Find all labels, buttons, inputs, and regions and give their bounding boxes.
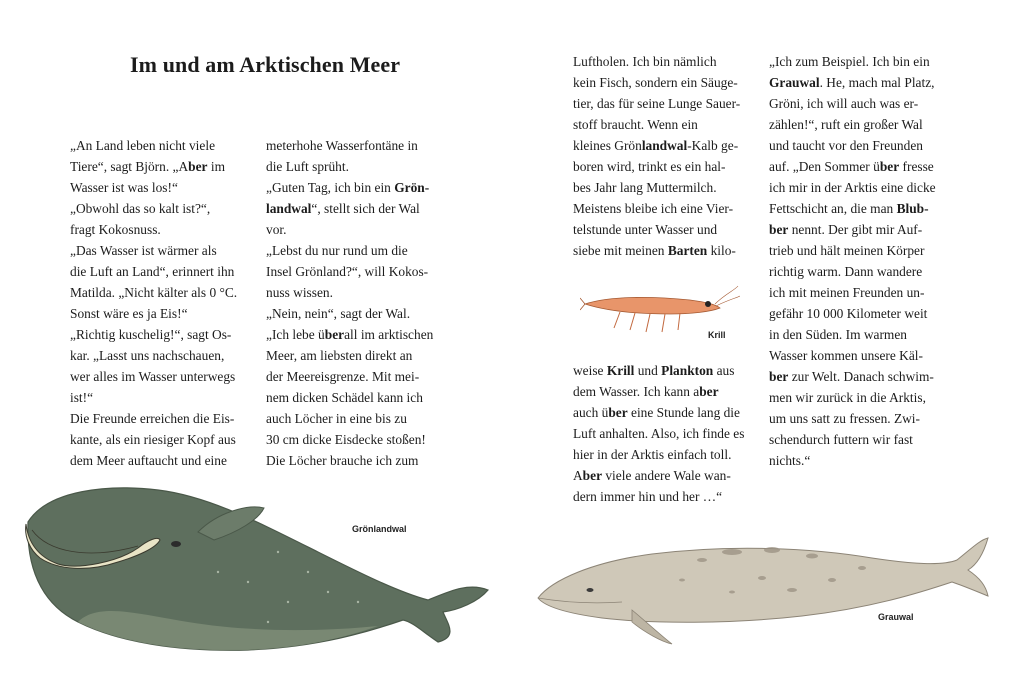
text-line: Luft anhalten. Also, ich finde es [573, 426, 745, 441]
text-line: Meer, am liebsten direkt an [266, 348, 413, 363]
text-line: kein Fisch, sondern ein Säuge- [573, 75, 738, 90]
bold-term: Plankton [661, 363, 714, 378]
text-line: „Ich zum Beispiel. Ich bin ein [769, 54, 930, 69]
text-line: zählen!“, ruft ein großer Wal [769, 117, 923, 132]
text-line: stoff braucht. Wenn ein [573, 117, 698, 132]
text-line: 30 cm dicke Eisdecke stoßen! [266, 432, 426, 447]
text-line: Matilda. „Nicht kälter als 0 °C. [70, 285, 238, 300]
text-line: „Nein, nein“, sagt der Wal. [266, 306, 411, 321]
text-line: dem Wasser. Ich kann aber [573, 384, 719, 399]
text-line: „An Land leben nicht viele [70, 138, 216, 153]
text-line: um uns satt zu fressen. Zwi- [769, 411, 920, 426]
text-line: Insel Grönland?“, will Kokos- [266, 264, 429, 279]
bold-term: Barten [667, 243, 708, 258]
text-line: Tiere“, sagt Björn. „Aber im [70, 159, 225, 174]
text-line: weise Krill und Plankton aus [573, 363, 735, 378]
text-line: schendurch futtern wir fast [769, 432, 913, 447]
text-line: „Das Wasser ist wärmer als [70, 243, 217, 258]
text-line: meterhohe Wasserfontäne in [266, 138, 418, 153]
bold-term: landwal [641, 138, 688, 153]
text-line: siebe mit meinen Barten kilo- [573, 243, 736, 258]
text-line: nuss wissen. [266, 285, 333, 300]
text-line: boren wird, trinkt es ein hal- [573, 159, 726, 174]
text-line: ich mit meinen Freunden un- [769, 285, 925, 300]
bold-term: ber [769, 369, 789, 384]
krill-caption: Krill [708, 330, 726, 340]
text-column-4 [769, 51, 959, 471]
bold-term: ber [324, 327, 345, 342]
text-line: und taucht vor den Freunden [769, 138, 923, 153]
text-line: kante, als ein riesiger Kopf aus [70, 432, 236, 447]
text-line: auch Löcher in eine bis zu [266, 411, 407, 426]
bold-term: Grön- [394, 180, 430, 195]
text-line: fragt Kokosnuss. [70, 222, 161, 237]
text-line: Grauwal. He, mach mal Platz, [769, 75, 935, 90]
text-line: ber zur Welt. Danach schwim- [769, 369, 934, 384]
text-line: Wasser ist was los!“ [70, 180, 178, 195]
bold-term: ber [582, 468, 603, 483]
text-line: kleines Grönlandwal-Kalb ge- [573, 138, 739, 153]
text-line: bes Jahr lang Muttermilch. [573, 180, 717, 195]
text-column-2 [266, 135, 456, 471]
text-line: Luftholen. Ich bin nämlich [573, 54, 717, 69]
text-line: Die Löcher brauche ich zum [266, 453, 419, 468]
bold-term: ber [879, 159, 900, 174]
text-line: auch über eine Stunde lang die [573, 405, 740, 420]
bold-term: landwal [266, 201, 312, 216]
text-line: der Meereisgrenze. Mit mei- [266, 369, 420, 384]
text-line: „Richtig kuschelig!“, sagt Os- [70, 327, 232, 342]
text-line: nichts.“ [769, 453, 811, 468]
text-line: men wir zurück in die Arktis, [769, 390, 926, 405]
text-line: „Ich lebe überall im arktischen [266, 327, 434, 342]
text-line: telstunde unter Wasser und [573, 222, 718, 237]
text-line: Sonst wäre es ja Eis!“ [70, 306, 188, 321]
text-line: Die Freunde erreichen die Eis- [70, 411, 235, 426]
bold-term: Krill [606, 363, 635, 378]
text-line: vor. [266, 222, 287, 237]
text-line: Gröni, ich will auch was er- [769, 96, 919, 111]
bold-term: ber [608, 405, 628, 420]
text-line: hier in der Arktis einfach toll. [573, 447, 732, 462]
text-line: Fettschicht an, die man Blub- [769, 201, 929, 216]
bold-term: ber [188, 159, 208, 174]
page-title: Im und am Arktischen Meer [130, 52, 401, 77]
text-column-1 [70, 135, 260, 471]
text-line: kar. „Lasst uns nachschauen, [70, 348, 225, 363]
text-line: trieb und hält meinen Körper [769, 243, 925, 258]
text-line: auf. „Den Sommer über fresse [769, 159, 934, 174]
text-line: die Luft sprüht. [266, 159, 349, 174]
text-line: wer alles im Wasser unterwegs [70, 369, 236, 384]
text-line: „Guten Tag, ich bin ein Grön- [266, 180, 430, 195]
bold-term: ber [699, 384, 719, 399]
text-line: ich mir in der Arktis eine dicke [769, 180, 936, 195]
text-line: Aber viele andere Wale wan- [573, 468, 731, 483]
grauwal-caption: Grauwal [878, 612, 914, 622]
text-line: Wasser kommen unsere Käl- [769, 348, 923, 363]
text-line: dern immer hin und her …“ [573, 489, 723, 504]
text-column-3-bottom [573, 360, 763, 507]
text-line: Meistens bleibe ich eine Vier- [573, 201, 734, 216]
text-line: in den Süden. Im warmen [769, 327, 907, 342]
text-line: ist!“ [70, 390, 94, 405]
bold-term: Blub- [896, 201, 929, 216]
text-line: nem dicken Schädel kann ich [266, 390, 423, 405]
text-line: gefähr 10 000 Kilometer weit [769, 306, 928, 321]
text-line: landwal“, stellt sich der Wal [266, 201, 420, 216]
bowhead-whale-illustration [18, 482, 493, 662]
text-line: tier, das für seine Lunge Sauer- [573, 96, 741, 111]
text-line: die Luft an Land“, erinnert ihn [70, 264, 235, 279]
text-line: dem Meer auftaucht und eine [70, 453, 227, 468]
groenlandwal-caption: Grönlandwal [352, 524, 407, 534]
text-line: richtig warm. Dann wandere [769, 264, 923, 279]
text-column-3-top [573, 51, 763, 261]
text-line: ber nennt. Der gibt mir Auf- [769, 222, 923, 237]
text-line: „Lebst du nur rund um die [266, 243, 408, 258]
gray-whale-illustration [532, 520, 992, 650]
bold-term: ber [769, 222, 789, 237]
bold-term: Grauwal [769, 75, 820, 90]
text-line: „Obwohl das so kalt ist?“, [70, 201, 211, 216]
